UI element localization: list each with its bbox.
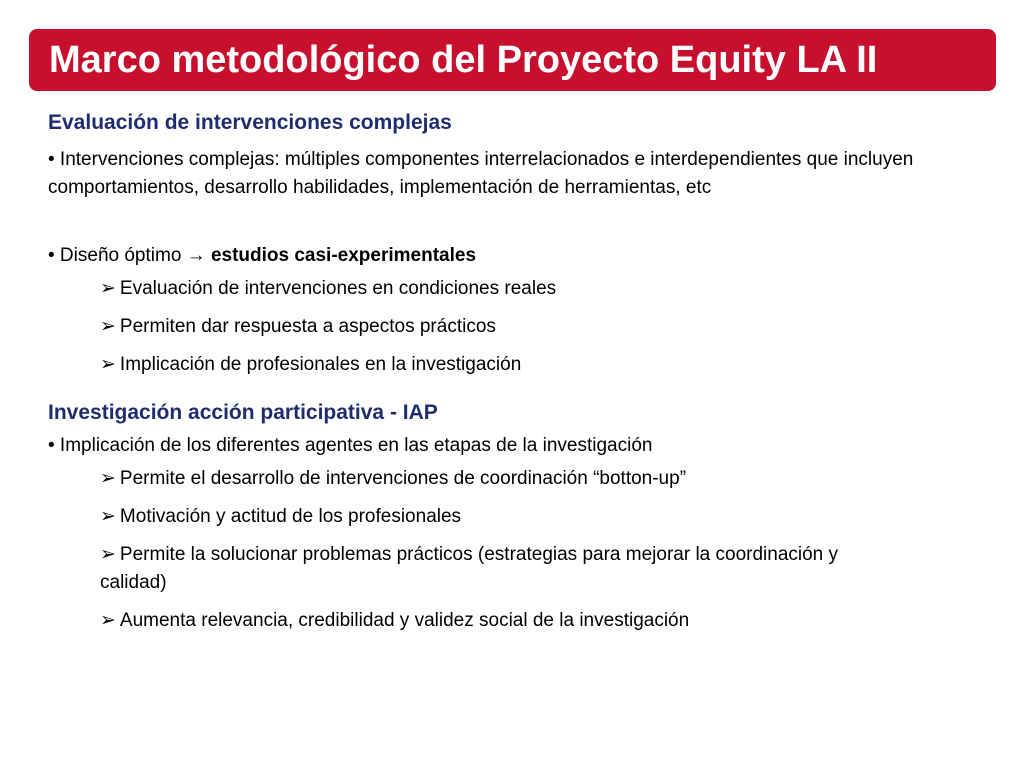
slide-title: Marco metodológico del Proyecto Equity LA II bbox=[49, 39, 878, 81]
sub-item: ➢ Permite el desarrollo de intervenciones de coordinación “botton-up” bbox=[100, 468, 687, 489]
arrow-bullet-icon: ➢ bbox=[100, 506, 116, 527]
arrow-bullet-icon: ➢ bbox=[100, 610, 116, 631]
sub-item: ➢ Evaluación de intervenciones en condiciones reales bbox=[100, 278, 557, 299]
section-heading-evaluacion: Evaluación de intervenciones complejas bbox=[48, 111, 452, 134]
slide-content bbox=[48, 108, 978, 640]
bullet-implicacion: • Implicación de los diferentes agentes en las etapas de la investigación bbox=[48, 435, 653, 456]
bullet-diseno-bold: estudios casi-experimentales bbox=[210, 245, 477, 266]
right-arrow-icon: → bbox=[186, 245, 206, 266]
sub-item: ➢ Permiten dar respuesta a aspectos prácticos bbox=[100, 316, 496, 337]
section-heading-iap: Investigación acción participativa - IAP bbox=[48, 401, 438, 424]
sub-item: ➢ Permite la solucionar problemas prácticos (estrategias para mejorar la coordinación y calidad) bbox=[100, 544, 839, 593]
bullet-intervenciones: • Intervenciones complejas: múltiples componentes interrelacionados e interdependientes que incluyen comportamientos, desarrollo habilidades, implementación de herramientas, etc bbox=[48, 149, 914, 198]
bullet-diseno-prefix: • Diseño óptimo bbox=[48, 245, 187, 266]
sub-item: ➢ Motivación y actitud de los profesionales bbox=[100, 506, 462, 527]
sub-item: ➢ Aumenta relevancia, credibilidad y validez social de la investigación bbox=[100, 610, 690, 631]
arrow-bullet-icon: ➢ bbox=[100, 544, 116, 565]
arrow-bullet-icon: ➢ bbox=[100, 468, 116, 489]
bullet-diseno bbox=[48, 242, 978, 270]
arrow-bullet-icon: ➢ bbox=[100, 354, 116, 375]
title-bar bbox=[29, 29, 996, 91]
arrow-bullet-icon: ➢ bbox=[100, 278, 116, 299]
arrow-bullet-icon: ➢ bbox=[100, 316, 116, 337]
sub-item: ➢ Implicación de profesionales en la investigación bbox=[100, 354, 522, 375]
